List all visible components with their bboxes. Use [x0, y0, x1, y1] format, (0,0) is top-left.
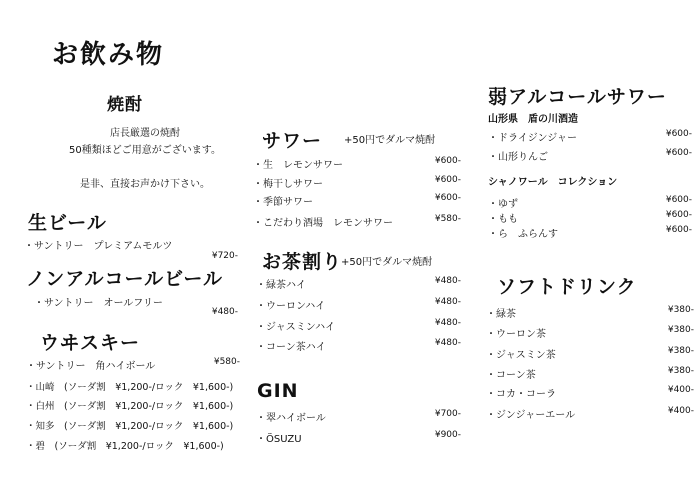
item-price: ¥380-: [667, 325, 694, 335]
item-price: ¥600-: [434, 193, 461, 203]
item-name: ・生 レモンサワー: [253, 160, 343, 171]
item-name: ・白州 (ソーダ割 ¥1,200-/ロック ¥1,600-): [26, 401, 234, 412]
menu-item: [26, 357, 240, 373]
item-name: ・ウーロンハイ: [256, 301, 326, 312]
item-name: ・ジャスミンハイ: [256, 322, 336, 333]
item-name: ・ら ふらんす: [488, 229, 558, 240]
item-price: ¥480-: [434, 318, 461, 328]
item-price: ¥700-: [434, 409, 461, 419]
shochu-note: [30, 125, 260, 193]
page-title: お飲み物: [52, 40, 165, 70]
menu-item: [26, 379, 246, 395]
item-name: ・ゆず: [488, 199, 518, 210]
menu-item: [488, 129, 692, 145]
menu-item: [256, 430, 461, 446]
item-price: ¥480-: [434, 276, 461, 286]
brewery-label: 山形県 盾の川酒造: [488, 114, 578, 125]
item-price: ¥600-: [665, 195, 692, 205]
item-name: ・緑茶: [486, 309, 516, 320]
sour-heading: サワー: [262, 130, 323, 152]
shochu-note-line: 店長厳選の焼酎: [110, 128, 180, 139]
item-price: ¥600-: [665, 129, 692, 139]
item-name: ・コーン茶ハイ: [256, 342, 326, 353]
gin-heading: GIN: [257, 380, 299, 402]
item-name: ・コカ・コーラ: [486, 389, 556, 400]
item-price: ¥380-: [667, 366, 694, 376]
tea-mix-heading: お茶割り: [262, 251, 343, 273]
soft-drinks-heading: ソフトドリンク: [497, 276, 637, 298]
menu-item: [256, 297, 461, 313]
menu-item: [488, 195, 692, 211]
item-price: ¥600-: [665, 210, 692, 220]
tea-mix-subtitle: +50円でダルマ焼酎: [341, 257, 433, 268]
menu-item-price-row: [34, 307, 238, 323]
item-price: ¥400-: [667, 385, 694, 395]
menu-item: [26, 438, 246, 454]
item-name: ・サントリー オールフリー: [34, 298, 163, 309]
item-name: ・季節サワー: [253, 197, 313, 208]
shochu-heading: 焼酎: [107, 95, 143, 115]
menu-item: [486, 305, 694, 321]
menu-item: [256, 409, 461, 425]
menu-item: [486, 366, 694, 382]
item-price: ¥400-: [667, 406, 694, 416]
item-price: ¥380-: [667, 305, 694, 315]
menu-item: [253, 193, 461, 209]
item-name: ・知多 (ソーダ割 ¥1,200-/ロック ¥1,600-): [26, 421, 234, 432]
menu-item: [256, 276, 461, 292]
item-name: ・緑茶ハイ: [256, 280, 306, 291]
low-alcohol-sour-heading: 弱アルコールサワー: [488, 86, 667, 108]
item-name: ・ウーロン茶: [486, 329, 546, 340]
menu-item: [486, 346, 694, 362]
item-price: ¥900-: [434, 430, 461, 440]
shochu-note-line: 50種類ほどご用意がございます。: [69, 145, 221, 156]
item-name: ・ドライジンジャー: [488, 133, 577, 144]
menu-item: [486, 406, 694, 422]
menu-item: [253, 156, 461, 172]
menu-item: [26, 398, 246, 414]
menu-item: [253, 175, 461, 191]
item-name: ・山形りんご: [488, 152, 548, 163]
menu-item: [256, 338, 461, 354]
item-price: ¥580-: [434, 214, 461, 224]
menu-item: [488, 148, 692, 164]
menu-item: [256, 318, 461, 334]
sour-subtitle: +50円でダルマ焼酎: [344, 135, 436, 146]
item-name: ・梅干しサワー: [253, 179, 323, 190]
menu-item: [488, 210, 692, 226]
item-name: ・もも: [488, 214, 518, 225]
item-price: ¥480-: [211, 307, 238, 317]
menu-item: [253, 214, 461, 230]
item-price: ¥580-: [213, 357, 240, 367]
shochu-note-line: 是非、直接お声かけ下さい。: [80, 179, 210, 190]
item-price: ¥480-: [434, 338, 461, 348]
item-name: ・翠ハイボール: [256, 413, 326, 424]
whisky-heading: ウヰスキー: [40, 332, 141, 354]
item-price: ¥600-: [665, 148, 692, 158]
item-name: ・サントリー 角ハイボール: [26, 361, 156, 372]
item-name: ・ӦSUZU: [256, 434, 302, 445]
item-price: ¥380-: [667, 346, 694, 356]
item-name: ・こだわり酒場 レモンサワー: [253, 218, 393, 229]
item-price: ¥480-: [434, 297, 461, 307]
item-name: ・サントリー プレミアムモルツ: [24, 241, 173, 252]
item-name: ・コーン茶: [486, 370, 536, 381]
collection-heading: シャノワール コレクション: [488, 177, 618, 188]
item-name: ・ジャスミン茶: [486, 350, 556, 361]
non-alcohol-beer-heading: ノンアルコールビール: [26, 268, 223, 290]
menu-item: [486, 325, 694, 341]
item-price: ¥720-: [211, 251, 238, 261]
menu-item: [486, 385, 694, 401]
menu-item: [26, 418, 246, 434]
item-name: ・ジンジャーエール: [486, 410, 576, 421]
item-name: ・碧 (ソーダ割 ¥1,200-/ロック ¥1,600-): [26, 441, 224, 452]
item-price: ¥600-: [434, 156, 461, 166]
draft-beer-heading: 生ビール: [28, 212, 107, 234]
item-name: ・山崎 (ソーダ割 ¥1,200-/ロック ¥1,600-): [26, 382, 234, 393]
item-price: ¥600-: [665, 225, 692, 235]
item-price: ¥600-: [434, 175, 461, 185]
menu-item: [488, 225, 692, 241]
